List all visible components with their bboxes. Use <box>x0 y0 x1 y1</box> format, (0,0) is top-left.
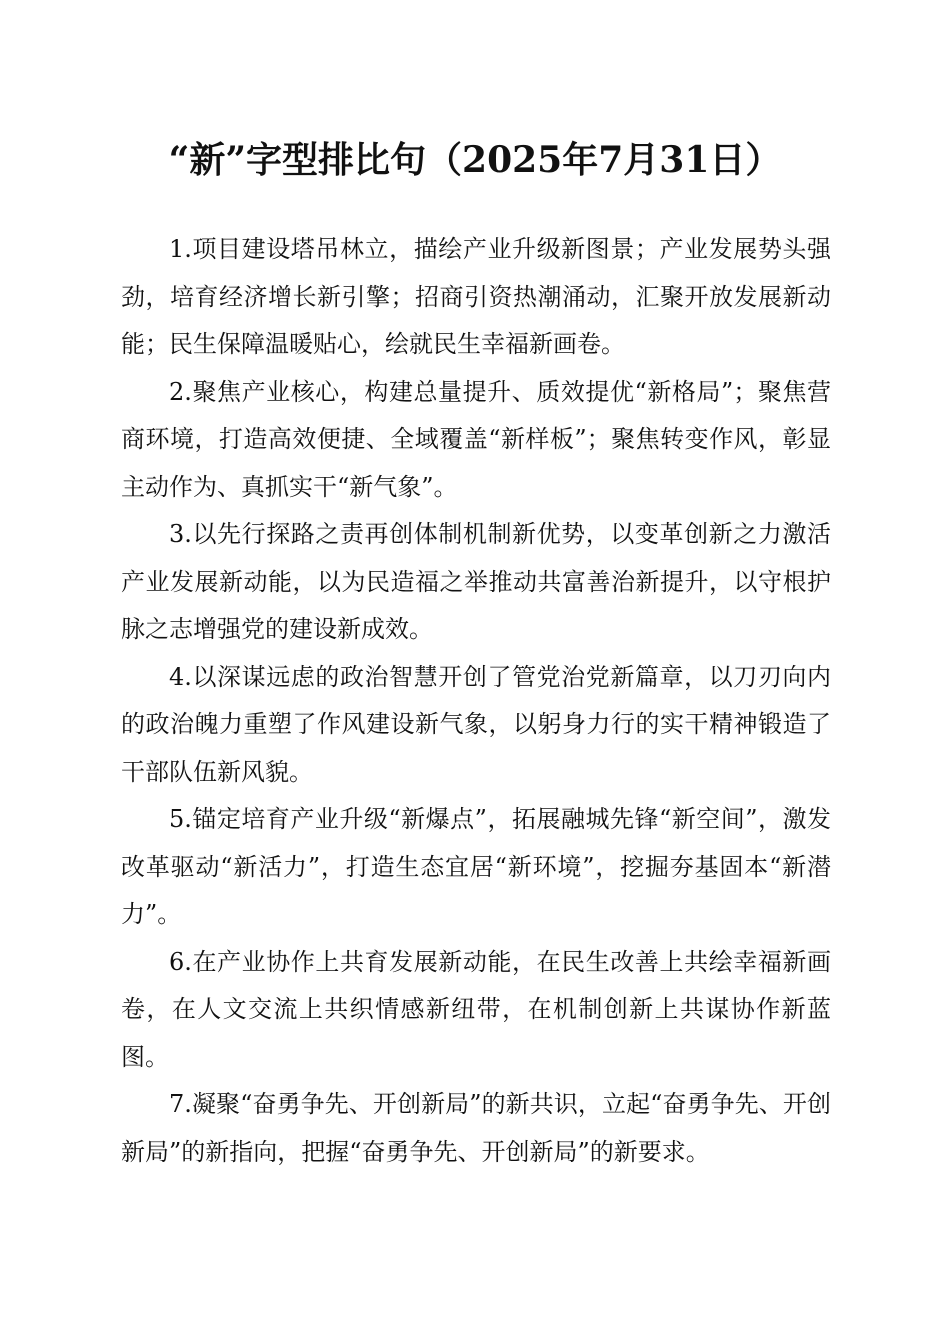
paragraph-1: 1.项目建设塔吊林立，描绘产业升级新图景；产业发展势头强劲，培育经济增长新引擎；招商引资热潮涌动，汇聚开放发展新动能；民生保障温暖贴心，绘就民生幸福新画卷。 <box>121 235 831 358</box>
paragraph-6: 6.在产业协作上共育发展新动能，在民生改善上共绘幸福新画卷，在人文交流上共织情感新纽带，在机制创新上共谋协作新蓝图。 <box>121 947 831 1071</box>
paragraph-2: 2.聚焦产业核心，构建总量提升、质效提优“新格局”；聚焦营商环境，打造高效便捷、全域覆盖“新样板”；聚焦转变作风，彰显主动作为、真抓实干“新气象”。 <box>121 377 831 501</box>
paragraph-7: 7.凝聚“奋勇争先、开创新局”的新共识，立起“奋勇争先、开创新局”的新指向，把握“奋勇争先、开创新局”的新要求。 <box>121 1090 831 1166</box>
paragraph-4: 4.以深谋远虑的政治智慧开创了管党治党新篇章，以刀刃向内的政治魄力重塑了作风建设新气象，以躬身力行的实干精神锻造了干部队伍新风貌。 <box>121 662 831 786</box>
document-title: “新”字型排比句（2025年7月31日） <box>168 139 782 181</box>
paragraph-3: 3.以先行探路之责再创体制机制新优势，以变革创新之力激活产业发展新动能，以为民造福之举推动共富善治新提升，以守根护脉之志增强党的建设新成效。 <box>121 520 831 643</box>
paragraph-5: 5.锚定培育产业升级“新爆点”，拓展融城先锋“新空间”，激发改革驱动“新活力”，打造生态宜居“新环境”，挖掘夯基固本“新潜力”。 <box>121 805 831 928</box>
document-body <box>121 226 831 1176</box>
